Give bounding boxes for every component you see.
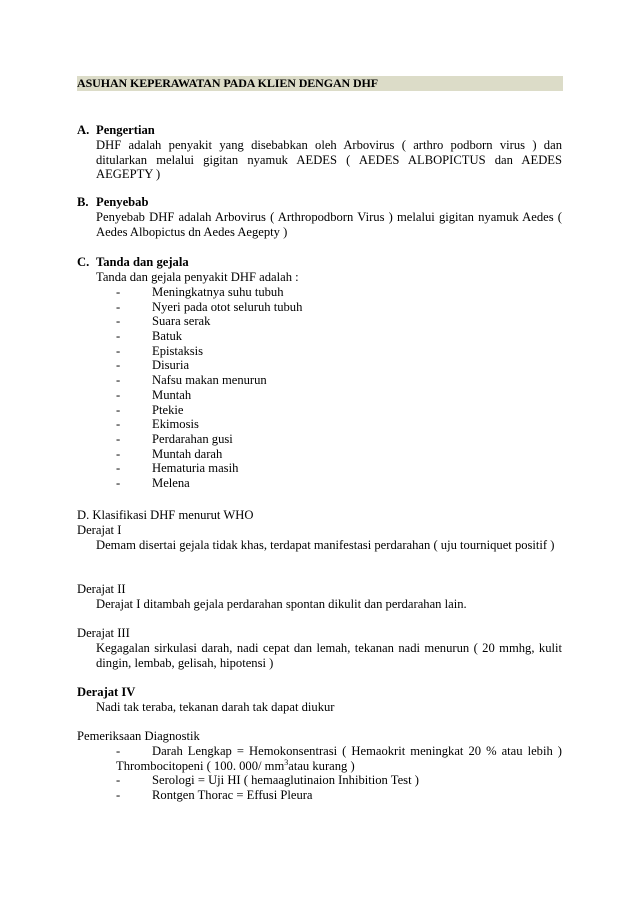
grade-4-text: Nadi tak teraba, tekanan darah tak dapat diukur [96,700,335,714]
document-title: ASUHAN KEPERAWATAN PADA KLIEN DENGAN DHF [77,76,563,91]
dash-bullet: - [116,402,121,417]
grade-1-text: Demam disertai gejala tidak khas, terdapat manifestasi perdarahan ( uju tourniquet positif ) [96,538,555,552]
dash-bullet: - [116,446,121,461]
section-b-title: Penyebab [96,195,149,209]
grade-4-label: Derajat IV [77,685,136,699]
list-item [116,373,302,388]
list-item [116,388,302,403]
section-a-letter: A. [77,123,90,137]
section-a-title: Pengertian [96,123,155,137]
dash-bullet: - [116,299,121,314]
diagnostic-text: Darah Lengkap = Hemokonsentrasi ( Hemaokrit meningkat 20 % atau lebih ) Thrombocitopeni ( 100. 000/ mm [116,744,562,773]
dash-bullet: - [116,787,121,802]
symptom-text: Ptekie [152,402,184,417]
list-item [116,300,302,315]
grade-2-text: Derajat I ditambah gejala perdarahan spontan dikulit dan perdarahan lain. [96,597,467,611]
list-item [116,358,302,373]
grade-3-label: Derajat III [77,626,130,640]
section-c-letter: C. [77,255,90,269]
dash-bullet: - [116,343,121,358]
section-a-heading [77,123,155,138]
diagnostic-list [116,744,562,802]
grade-1-label: Derajat I [77,523,122,537]
symptom-text: Hematuria masih [152,461,239,476]
diagnostic-text: atau kurang ) [288,758,355,773]
symptom-text: Nafsu makan menurun [152,373,267,388]
section-c-heading [77,255,189,270]
symptom-text: Epistaksis [152,343,204,358]
dash-bullet: - [116,744,121,758]
section-d-heading: D. Klasifikasi DHF menurut WHO [77,508,254,522]
dash-bullet: - [116,358,121,373]
symptom-list [116,285,302,491]
symptom-text: Muntah darah [152,446,223,461]
dash-bullet: - [116,461,121,476]
symptom-text: Muntah [152,387,192,402]
symptom-text: Perdarahan gusi [152,431,233,446]
dash-bullet: - [116,329,121,344]
dash-bullet: - [116,373,121,388]
symptom-text: Meningkatnya suhu tubuh [152,285,284,299]
section-c-intro: Tanda dan gejala penyakit DHF adalah : [96,270,299,284]
list-item [116,285,302,300]
section-b-letter: B. [77,195,89,209]
list-item [116,329,302,344]
dash-bullet: - [116,314,121,329]
grade-3-text: Kegagalan sirkulasi darah, nadi cepat dan lemah, tekanan nadi menurun ( 20 mmhg, kulit dingin, lembab, gelisah, hipotensi ) [96,641,562,670]
list-item [116,447,302,462]
list-item [116,773,562,788]
list-item [116,744,562,773]
list-item [116,344,302,359]
diagnostic-text: Serologi = Uji HI ( hemaaglutinaion Inhibition Test ) [152,773,419,788]
dash-bullet: - [116,431,121,446]
symptom-text: Melena [152,475,190,490]
section-b-heading [77,195,148,210]
dash-bullet: - [116,773,121,788]
dash-bullet: - [116,387,121,402]
list-item [116,788,562,803]
diagnostic-text: Rontgen Thorac = Effusi Pleura [152,787,313,802]
dash-bullet: - [116,285,121,299]
diagnostic-heading: Pemeriksaan Diagnostik [77,729,200,743]
grade-2-label: Derajat II [77,582,126,596]
section-c-title: Tanda dan gejala [96,255,189,269]
symptom-text: Ekimosis [152,417,199,432]
superscript: 3 [284,757,289,767]
symptom-text: Batuk [152,329,183,344]
list-item [116,461,302,476]
dash-bullet: - [116,475,121,490]
list-item [116,432,302,447]
list-item [116,403,302,418]
section-a-text: DHF adalah penyakit yang disebabkan oleh Arbovirus ( arthro podborn virus ) dan ditularkan melalui gigitan nyamuk AEDES ( AEDES ALBOPICTUS dan AEDES AEGEPTY ) [96,138,562,182]
list-item [116,476,302,491]
section-b-text: Penyebab DHF adalah Arbovirus ( Arthropodborn Virus ) melalui gigitan nyamuk Aedes ( Aedes Albopictus dn Aedes Aegepty ) [96,210,562,239]
list-item [116,314,302,329]
symptom-text: Disuria [152,358,190,373]
dash-bullet: - [116,417,121,432]
list-item [116,417,302,432]
symptom-text: Nyeri pada otot seluruh tubuh [152,299,303,314]
symptom-text: Suara serak [152,314,211,329]
